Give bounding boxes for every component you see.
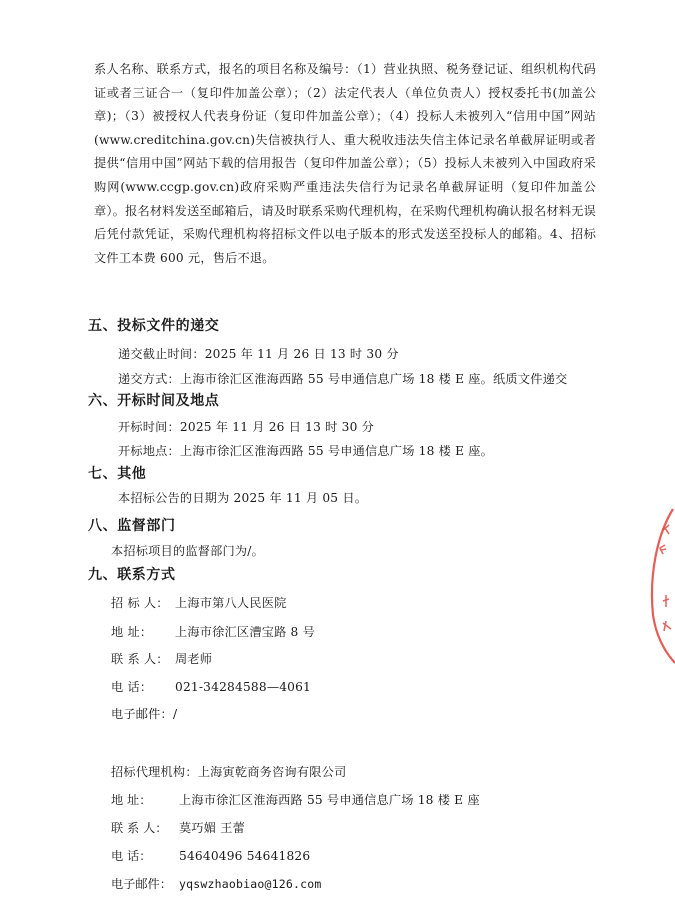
contact-row [111,650,212,667]
section-9-title: 九、联系方式 [88,567,176,583]
address-row [111,623,315,640]
agency-contact-value: 莫巧媚 王蕾 [179,821,246,835]
contact-label: 联 系 人： [111,652,169,666]
agency-address-row [111,791,480,808]
opening-time: 开标时间：2025 年 11 月 26 日 13 时 30 分 [118,420,374,434]
opening-place: 开标地点：上海市徐汇区淮海西路 55 号申通信息广场 18 楼 E 座。 [118,444,494,458]
submission-method: 递交方式：上海市徐汇区淮海西路 55 号申通信息广场 18 楼 E 座。纸质文件递交 [118,372,568,386]
phone-label: 电 话： [111,680,153,694]
announcement-date: 本招标公告的日期为 2025 年 11 月 05 日。 [118,491,368,505]
contact-value: 周老师 [175,652,213,666]
intro-paragraph: 系人名称、联系方式，报名的项目名称及编号：（1）营业执照、税务登记证、组织机构代码证或者三证合一（复印件加盖公章）；（2）法定代表人（单位负责人）授权委托书(加盖公章)；（3）被授权人代表身份证（复印件加盖公章）；（4）投标人未被列入“信用中国”网站(www.creditchina.gov.cn)失信被执行人、重大税收违法失信主体记录名单截屏证明或者提供“信用中国”网站下载的信用报告（复印件加盖公章）；（5）投标人未被列入中国政府采购网(www.ccgp.gov.cn)政府采购严重违法失信行为记录名单截屏证明（复印件加盖公章）。报名材料发送至邮箱后，请及时联系采购代理机构，在采购代理机构确认报名材料无误后凭付款凭证，采购代理机构将招标文件以电子版本的形式发送至投标人的邮箱。4、招标文件工本费 600 元，售后不退。 [94,62,596,265]
address-value: 上海市徐汇区漕宝路 8 号 [175,625,315,639]
email-row [111,705,177,722]
agency-email-row [111,875,321,892]
agency-label: 招标代理机构： [111,765,198,779]
phone-value: 021-34284588—4061 [175,680,312,694]
agency-phone-label: 电 话： [111,849,152,863]
phone-row [111,678,311,695]
red-seal-stamp [635,505,675,665]
section-5-title: 五、投标文件的递交 [88,318,220,334]
agency-row [111,763,346,780]
supervision-dept: 本招标项目的监督部门为/。 [111,544,264,558]
agency-value: 上海寅乾商务咨询有限公司 [197,765,347,779]
agency-contact-label: 联 系 人： [111,821,168,835]
agency-phone-row [111,847,310,864]
submission-deadline: 递交截止时间：2025 年 11 月 26 日 13 时 30 分 [118,347,399,361]
tenderer-label: 招 标 人： [111,596,169,610]
address-label: 地 址： [111,625,153,639]
agency-contact-row [111,819,245,836]
tenderer-value: 上海市第八人民医院 [175,596,287,610]
section-6-title: 六、开标时间及地点 [88,393,220,409]
agency-address-value: 上海市徐汇区淮海西路 55 号申通信息广场 18 楼 E 座 [179,793,480,807]
agency-phone-value: 54640496 54641826 [179,849,311,863]
agency-email-label: 电子邮件： [111,877,172,891]
email-value: / [172,707,178,721]
agency-address-label: 地 址： [111,793,152,807]
tenderer-row [111,594,287,611]
agency-email-value: yqswzhaobiao@126.com [179,877,322,891]
email-label: 电子邮件： [111,707,173,721]
section-7-title: 七、其他 [88,466,147,482]
section-8-title: 八、监督部门 [88,518,176,534]
